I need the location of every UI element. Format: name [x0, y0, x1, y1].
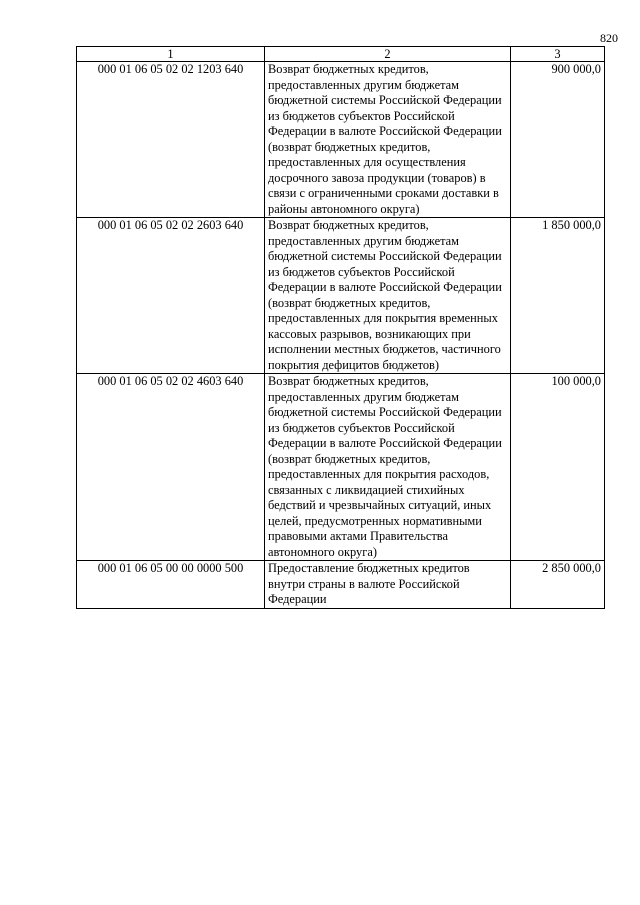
amount-cell: 1 850 000,0 [511, 218, 605, 374]
amount-cell: 2 850 000,0 [511, 561, 605, 609]
table-row [77, 561, 605, 609]
table-row [77, 374, 605, 561]
budget-code-cell: 000 01 06 05 00 00 0000 500 [77, 561, 265, 609]
page-number: 820 [600, 31, 618, 45]
budget-code-cell: 000 01 06 05 02 02 4603 640 [77, 374, 265, 561]
budget-code-cell: 000 01 06 05 02 02 2603 640 [77, 218, 265, 374]
description-cell: Предоставление бюджетных кредитов внутри страны в валюте Российской Федерации [265, 561, 511, 609]
budget-code-cell: 000 01 06 05 02 02 1203 640 [77, 62, 265, 218]
column-header-3: 3 [511, 47, 605, 62]
column-header-2: 2 [265, 47, 511, 62]
description-cell: Возврат бюджетных кредитов, предоставленных другим бюджетам бюджетной системы Российской Федерации из бюджетов субъектов Российской Федерации в валюте Российской Федерации (возврат бюджетных кредитов, предоставленных для покрытия временных кассовых разрывов, возникающих при исполнении местных бюджетов, частичного покрытия дефицитов бюджетов) [265, 218, 511, 374]
description-cell: Возврат бюджетных кредитов, предоставленных другим бюджетам бюджетной системы Российской Федерации из бюджетов субъектов Российской Федерации в валюте Российской Федерации (возврат бюджетных кредитов, предоставленных для покрытия расходов, связанных с ликвидацией стихийных бедствий и чрезвычайных ситуаций, иных целей, предусмотренных нормативными правовыми актами Правительства автономного округа) [265, 374, 511, 561]
budget-table [76, 46, 605, 609]
table-row [77, 218, 605, 374]
table-row [77, 62, 605, 218]
description-cell: Возврат бюджетных кредитов, предоставленных другим бюджетам бюджетной системы Российской Федерации из бюджетов субъектов Российской Федерации в валюте Российской Федерации (возврат бюджетных кредитов, предоставленных для осуществления досрочного завоза продукции (товаров) в связи с ограниченными сроками доставки в районы автономного округа) [265, 62, 511, 218]
amount-cell: 900 000,0 [511, 62, 605, 218]
column-header-1: 1 [77, 47, 265, 62]
amount-cell: 100 000,0 [511, 374, 605, 561]
header-row [77, 47, 605, 62]
